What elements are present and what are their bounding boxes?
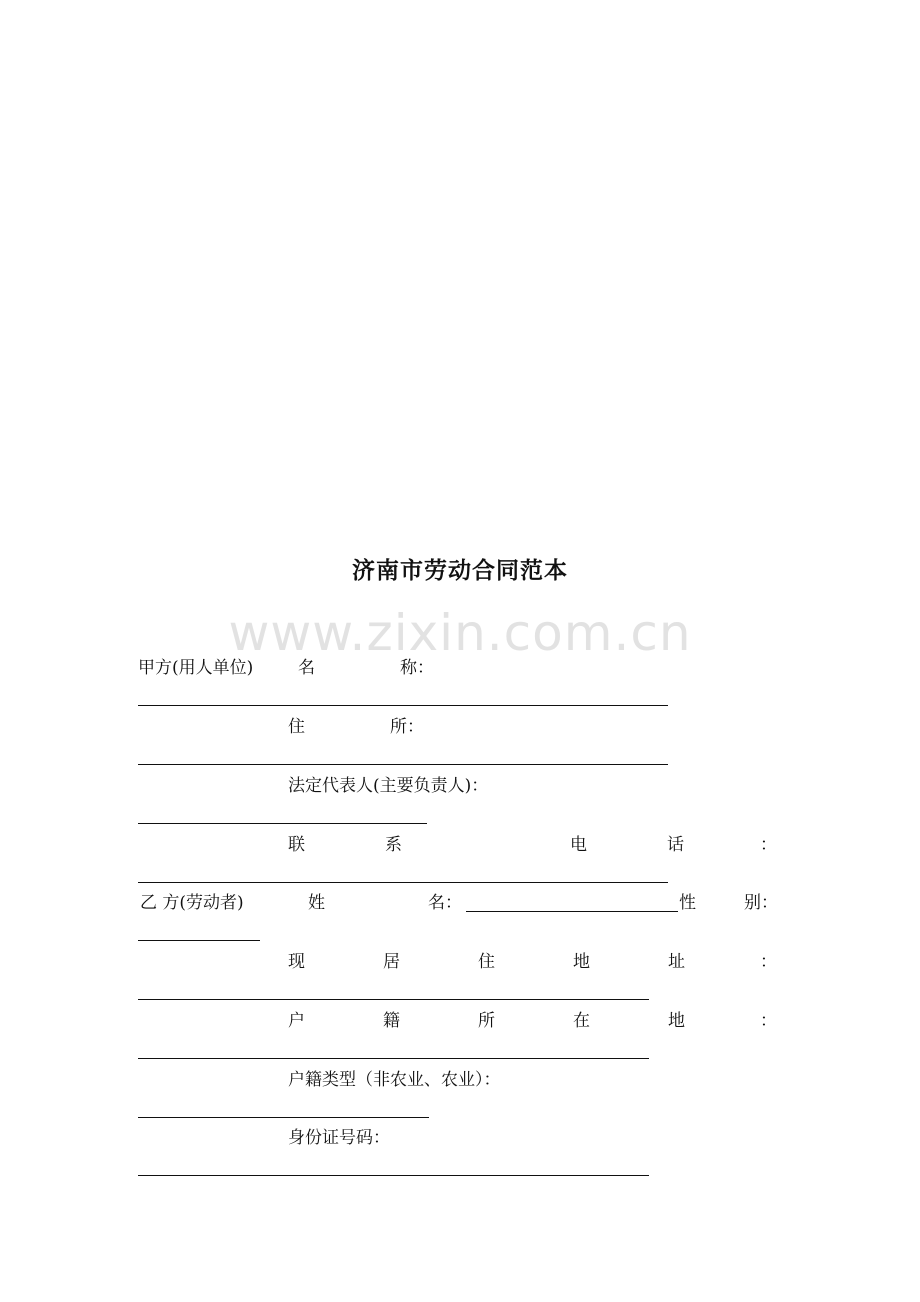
party-a-phone-label-4: 话 [667, 835, 684, 855]
party-b-residence-colon: ： [760, 952, 777, 972]
party-b-id-number-blank[interactable] [138, 1175, 649, 1176]
party-a-phone-label-3: 电 [570, 835, 587, 855]
party-a-phone-label-2: 系 [385, 835, 402, 855]
party-b-hukou-place-label-2: 籍 [383, 1011, 400, 1031]
party-b-hukou-place-label-5: 地 [668, 1011, 685, 1031]
party-b-hukou-place-label-1: 户 [288, 1011, 305, 1031]
party-a-name-label-2: 称： [400, 658, 434, 678]
party-b-label: 乙 方(劳动者) [140, 893, 244, 913]
party-b-hukou-place-colon: ： [760, 1011, 777, 1031]
party-b-residence-label-2: 居 [383, 952, 400, 972]
party-b-residence-label-5: 址 [668, 952, 685, 972]
party-a-phone-colon: ： [760, 835, 777, 855]
party-a-name-label-1: 名 [298, 658, 315, 678]
party-b-hukou-place-label-4: 在 [573, 1011, 590, 1031]
party-b-name-label-1: 姓 [308, 893, 325, 913]
party-b-gender-blank[interactable] [138, 940, 260, 941]
party-a-label: 甲方(用人单位) [138, 658, 254, 678]
party-b-hukou-type-label: 户籍类型（非农业、农业）： [288, 1070, 501, 1090]
party-b-name-blank[interactable] [466, 911, 678, 912]
party-b-residence-label-1: 现 [288, 952, 305, 972]
party-b-hukou-place-label-3: 所 [478, 1011, 495, 1031]
party-a-address-label-2: 所： [390, 717, 424, 737]
watermark: www.zixin.com.cn [228, 604, 692, 662]
party-a-address-blank[interactable] [138, 764, 668, 765]
party-a-legal-rep-blank[interactable] [138, 823, 427, 824]
party-a-name-blank[interactable] [138, 705, 668, 706]
party-a-phone-blank[interactable] [138, 882, 668, 883]
party-b-id-number-label: 身份证号码： [288, 1128, 390, 1148]
party-a-address-label-1: 住 [288, 717, 305, 737]
party-b-hukou-place-blank[interactable] [138, 1058, 649, 1059]
party-b-residence-label-3: 住 [478, 952, 495, 972]
party-a-phone-label-1: 联 [288, 835, 305, 855]
party-b-hukou-type-blank[interactable] [138, 1117, 429, 1118]
party-b-gender-label-2: 别： [744, 893, 778, 913]
party-a-legal-rep-label: 法定代表人(主要负责人)： [288, 776, 489, 796]
party-b-residence-label-4: 地 [573, 952, 590, 972]
party-b-name-label-2: 名： [428, 893, 462, 913]
party-b-gender-label-1: 性 [679, 893, 696, 913]
document-title: 济南市劳动合同范本 [352, 557, 568, 584]
party-b-residence-blank[interactable] [138, 999, 649, 1000]
